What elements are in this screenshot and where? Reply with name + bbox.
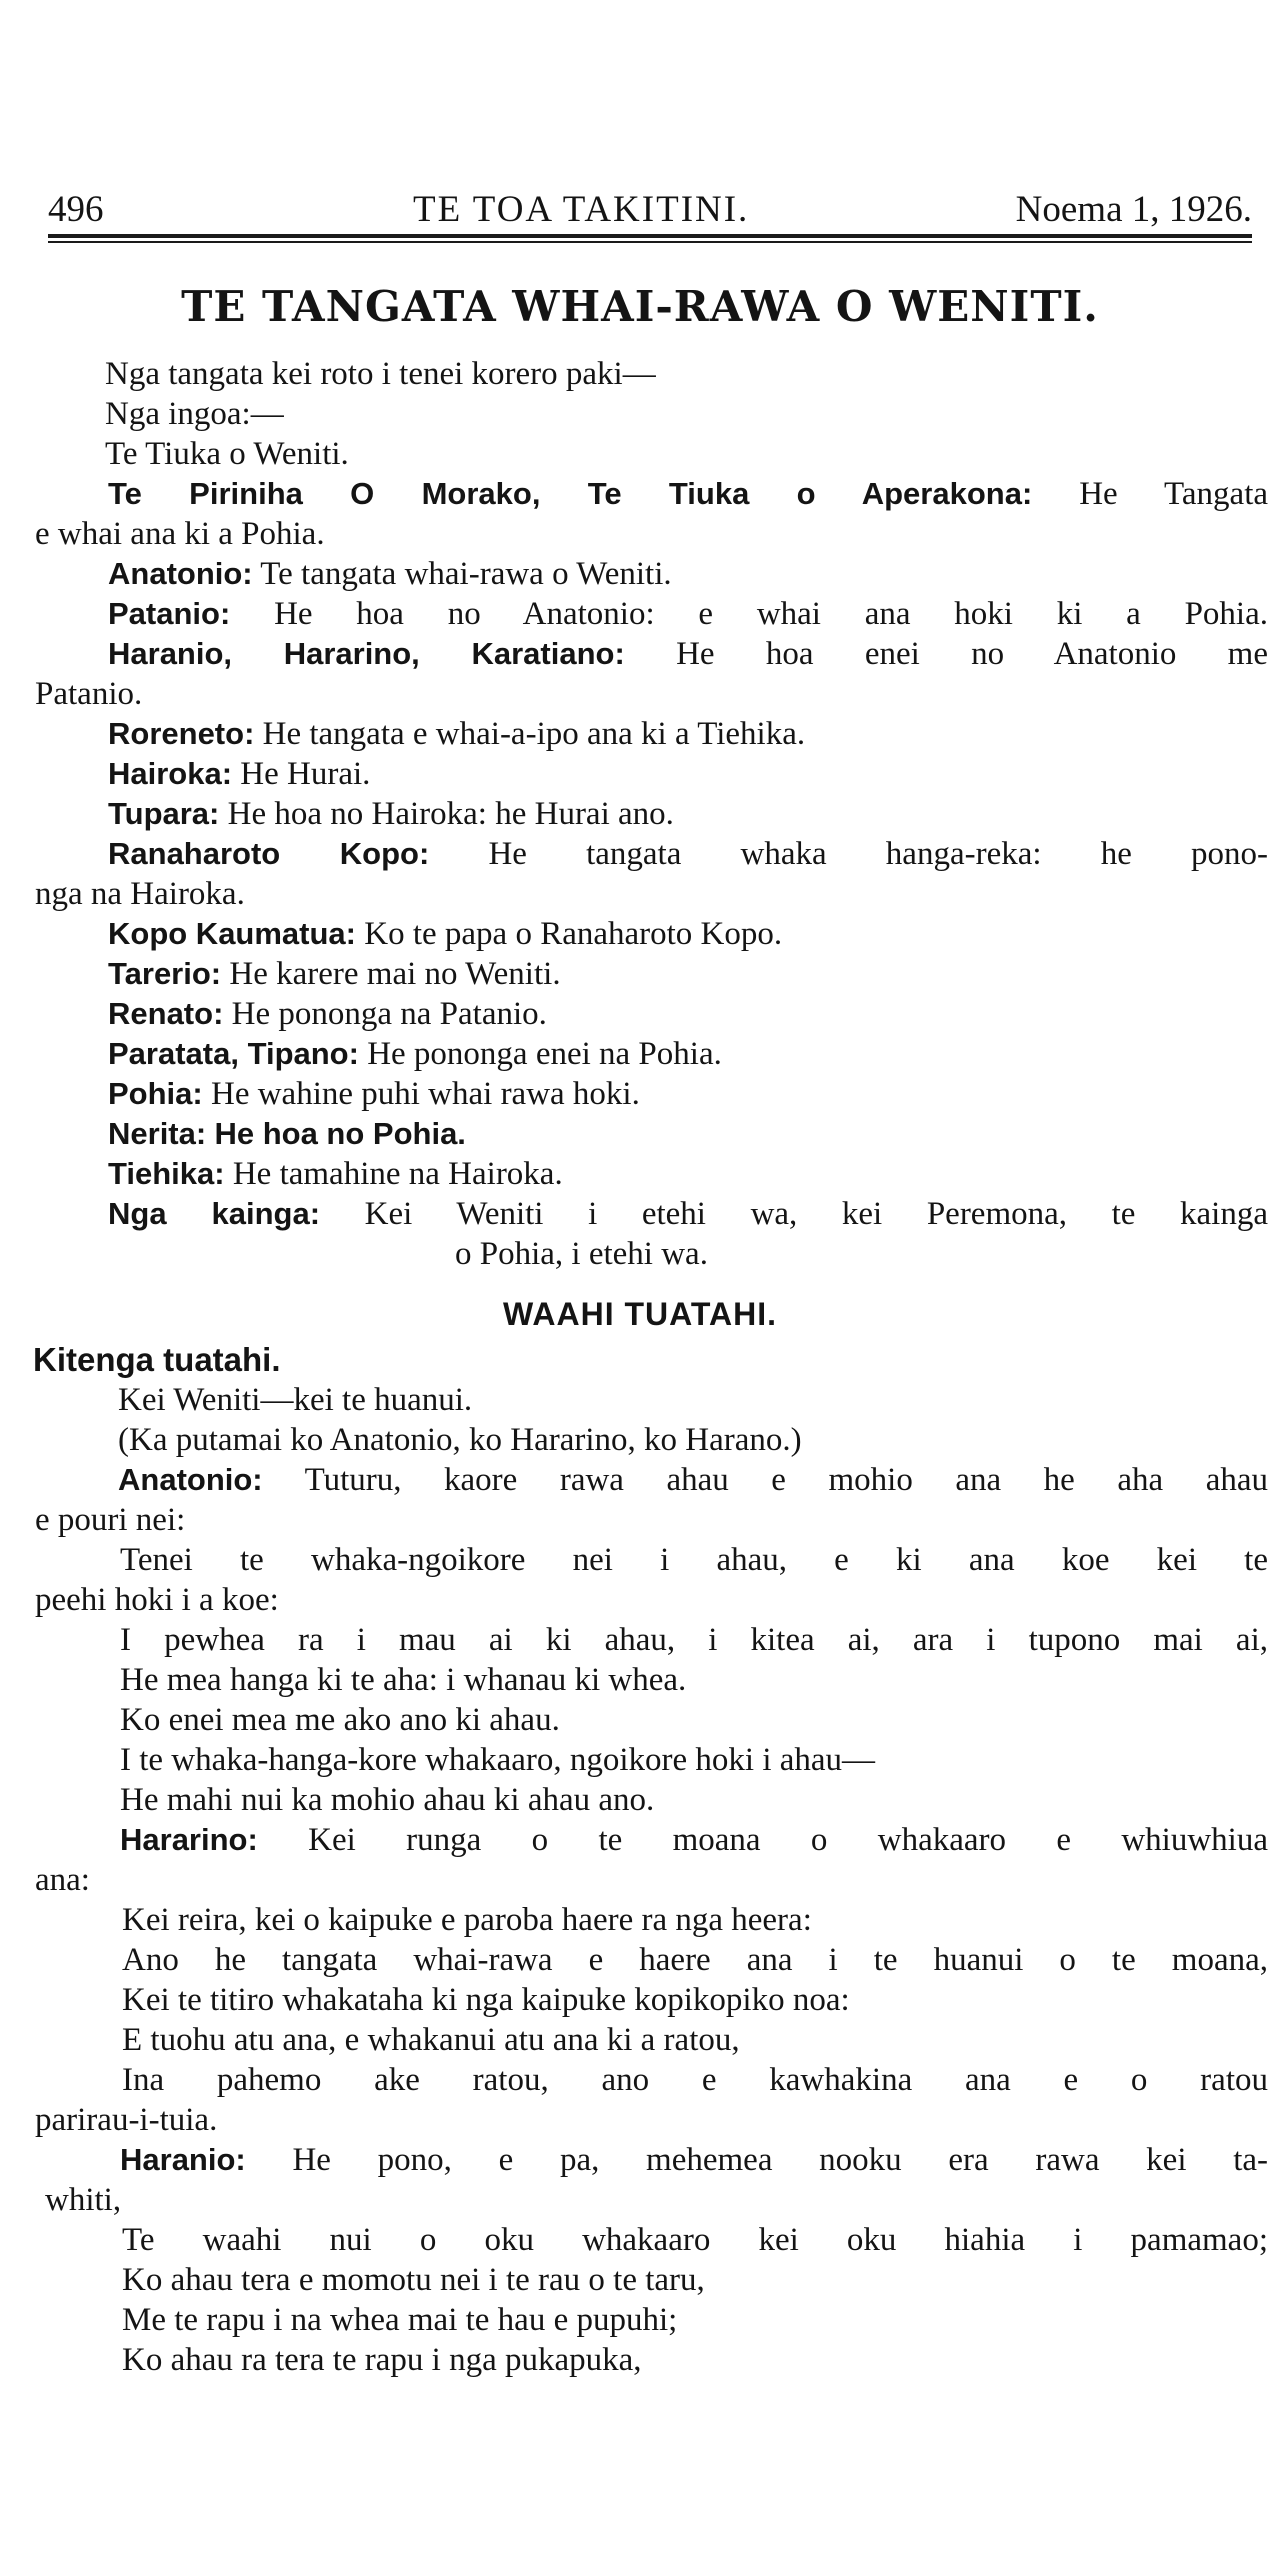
intro-line: Nga ingoa:— bbox=[105, 396, 284, 432]
speech-text: Kei runga o te moana o whakaaro e whiuwhiua bbox=[308, 1822, 1268, 1858]
verse-line: I pewhea ra i mau ai ki ahau, i kitea ai, ara i tupono mai ai, bbox=[120, 1622, 1268, 1658]
character-description: He tangata e whai-a-ipo ana ki a Tiehika. bbox=[262, 716, 806, 752]
speaker-name: Ranaharoto Kopo: bbox=[108, 836, 430, 871]
verse-line: Ko ahau tera e momotu nei i te rau o te taru, bbox=[122, 2262, 705, 2298]
character-entry bbox=[108, 1194, 1268, 1234]
character-entry-cont: nga na Hairoka. bbox=[35, 876, 245, 912]
verse-line: Te waahi nui o oku whakaaro kei oku hiahia i pamamao; bbox=[122, 2222, 1268, 2258]
speaker-name: Roreneto: bbox=[108, 716, 255, 751]
character-description: He wahine puhi whai rawa hoki. bbox=[210, 1076, 640, 1112]
dialogue-line bbox=[120, 2140, 1268, 2180]
dialogue-line: ana: bbox=[35, 1862, 90, 1898]
verse-line: Ano he tangata whai-rawa e haere ana i te huanui o te moana, bbox=[122, 1942, 1268, 1978]
verse-line: Tenei te whaka-ngoikore nei i ahau, e ki ana koe kei te bbox=[120, 1542, 1268, 1578]
speaker-name: Pohia: bbox=[108, 1076, 203, 1111]
verse-line: peehi hoki i a koe: bbox=[35, 1582, 279, 1618]
page-title: TE TANGATA WHAI-RAWA O WENITI. bbox=[181, 282, 1099, 331]
character-entry bbox=[108, 1114, 466, 1154]
verse-line: E tuohu atu ana, e whakanui atu ana ki a ratou, bbox=[122, 2022, 740, 2058]
speaker-name: Nerita: bbox=[108, 1116, 207, 1151]
verse-line: parirau-i-tuia. bbox=[35, 2102, 218, 2138]
header-rule bbox=[48, 234, 1252, 238]
character-description: Kei Weniti i etehi wa, kei Peremona, te kainga bbox=[364, 1196, 1269, 1232]
speaker-name: Tupara: bbox=[108, 796, 220, 831]
character-entry-cont: o Pohia, i etehi wa. bbox=[455, 1236, 708, 1272]
character-entry bbox=[108, 714, 805, 754]
verse-line: Ko enei mea me ako ano ki ahau. bbox=[120, 1702, 560, 1738]
character-description: He Tangata bbox=[1079, 476, 1269, 512]
stage-direction: (Ka putamai ko Anatonio, ko Hararino, ko Harano.) bbox=[118, 1422, 802, 1458]
character-entry bbox=[108, 1034, 722, 1074]
running-header bbox=[48, 188, 1252, 232]
dialogue-line bbox=[120, 1820, 1268, 1860]
character-description: He tamahine na Hairoka. bbox=[232, 1156, 563, 1192]
dialogue-line bbox=[118, 1460, 1268, 1500]
dialogue-line: e pouri nei: bbox=[35, 1502, 186, 1538]
dialogue-line: whiti, bbox=[45, 2182, 122, 2218]
verse-line: Ko ahau ra tera te rapu i nga pukapuka, bbox=[122, 2342, 642, 2378]
character-entry bbox=[108, 994, 547, 1034]
character-entry bbox=[108, 834, 1268, 874]
speaker-name: Kopo Kaumatua: bbox=[108, 916, 356, 951]
section-heading: WAAHI TUATAHI. bbox=[502, 1296, 778, 1332]
intro-line: Te Tiuka o Weniti. bbox=[105, 436, 349, 472]
character-entry bbox=[108, 754, 370, 794]
issue-date: Noema 1, 1926. bbox=[1015, 189, 1252, 230]
character-entry bbox=[108, 634, 1268, 674]
header-rule-thin bbox=[48, 241, 1252, 243]
character-entry bbox=[108, 1154, 563, 1194]
speaker-name: Tarerio: bbox=[108, 956, 222, 991]
character-entry bbox=[108, 954, 561, 994]
scene-setting: Kei Weniti—kei te huanui. bbox=[118, 1382, 473, 1418]
character-entry bbox=[108, 594, 1268, 634]
speaker-name: Nga kainga: bbox=[108, 1196, 321, 1231]
speaker-name: Renato: bbox=[108, 996, 224, 1031]
character-entry bbox=[108, 554, 672, 594]
speech-text: Tuturu, kaore rawa ahau e mohio ana he aha ahau bbox=[304, 1462, 1268, 1498]
speaker-name: Anatonio: bbox=[108, 556, 253, 591]
journal-title: TE TOA TAKITINI. bbox=[413, 189, 750, 230]
speaker-name: Tiehika: bbox=[108, 1156, 225, 1191]
character-entry bbox=[108, 914, 782, 954]
page-number: 496 bbox=[48, 189, 104, 230]
character-description: He tangata whaka hanga-reka: he pono- bbox=[488, 836, 1268, 872]
verse-line: Me te rapu i na whea mai te hau e pupuhi; bbox=[122, 2302, 678, 2338]
verse-line: Kei reira, kei o kaipuke e paroba haere ra nga heera: bbox=[122, 1902, 812, 1938]
speaker-name: Patanio: bbox=[108, 596, 231, 631]
scene-subheading: Kitenga tuatahi. bbox=[33, 1341, 281, 1378]
speaker-name: Hararino: bbox=[120, 1822, 258, 1857]
speech-text: He pono, e pa, mehemea nooku era rawa kei ta- bbox=[292, 2142, 1268, 2178]
character-description: He pononga na Patanio. bbox=[231, 996, 547, 1032]
intro-line: Nga tangata kei roto i tenei korero paki— bbox=[105, 356, 656, 392]
character-description: He hoa no Anatonio: e whai ana hoki ki a Pohia. bbox=[274, 596, 1268, 632]
verse-line: Kei te titiro whakataha ki nga kaipuke kopikopiko noa: bbox=[122, 1982, 850, 2018]
character-description: He Hurai. bbox=[240, 756, 371, 792]
character-description: Ko te papa o Ranaharoto Kopo. bbox=[364, 916, 783, 952]
verse-line: Ina pahemo ake ratou, ano e kawhakina ana e o ratou bbox=[122, 2062, 1268, 2098]
speaker-name: Hairoka: bbox=[108, 756, 233, 791]
character-entry-cont: Patanio. bbox=[35, 676, 143, 712]
character-entry-cont: e whai ana ki a Pohia. bbox=[35, 516, 325, 552]
verse-line: I te whaka-hanga-kore whakaaro, ngoikore hoki i ahau— bbox=[120, 1742, 876, 1778]
speaker-name: Paratata, Tipano: bbox=[108, 1036, 359, 1071]
speaker-name: Haranio, Hararino, Karatiano: bbox=[108, 636, 625, 671]
speaker-name: Haranio: bbox=[120, 2142, 246, 2177]
character-description: He ponongа enei na Pohia. bbox=[367, 1036, 722, 1072]
verse-line: He mea hanga ki te aha: i whanau ki whea. bbox=[120, 1662, 687, 1698]
character-description: He karere mai no Weniti. bbox=[229, 956, 561, 992]
character-entry bbox=[108, 474, 1268, 514]
character-description: He hoa enei no Anatonio me bbox=[676, 636, 1268, 672]
character-description: He hoa no Hairoka: he Hurai ano. bbox=[227, 796, 674, 832]
character-entry bbox=[108, 1074, 640, 1114]
character-description: Te tangata whai-rawa o Weniti. bbox=[260, 556, 672, 592]
speaker-name: Anatonio: bbox=[118, 1462, 263, 1497]
character-description: He hoa no Pohia. bbox=[214, 1116, 466, 1151]
verse-line: He mahi nui ka mohio ahau ki ahau ano. bbox=[120, 1782, 655, 1818]
speaker-name: Te Piriniha O Morako, Te Tiuka o Aperakona: bbox=[108, 476, 1033, 511]
character-entry bbox=[108, 794, 674, 834]
